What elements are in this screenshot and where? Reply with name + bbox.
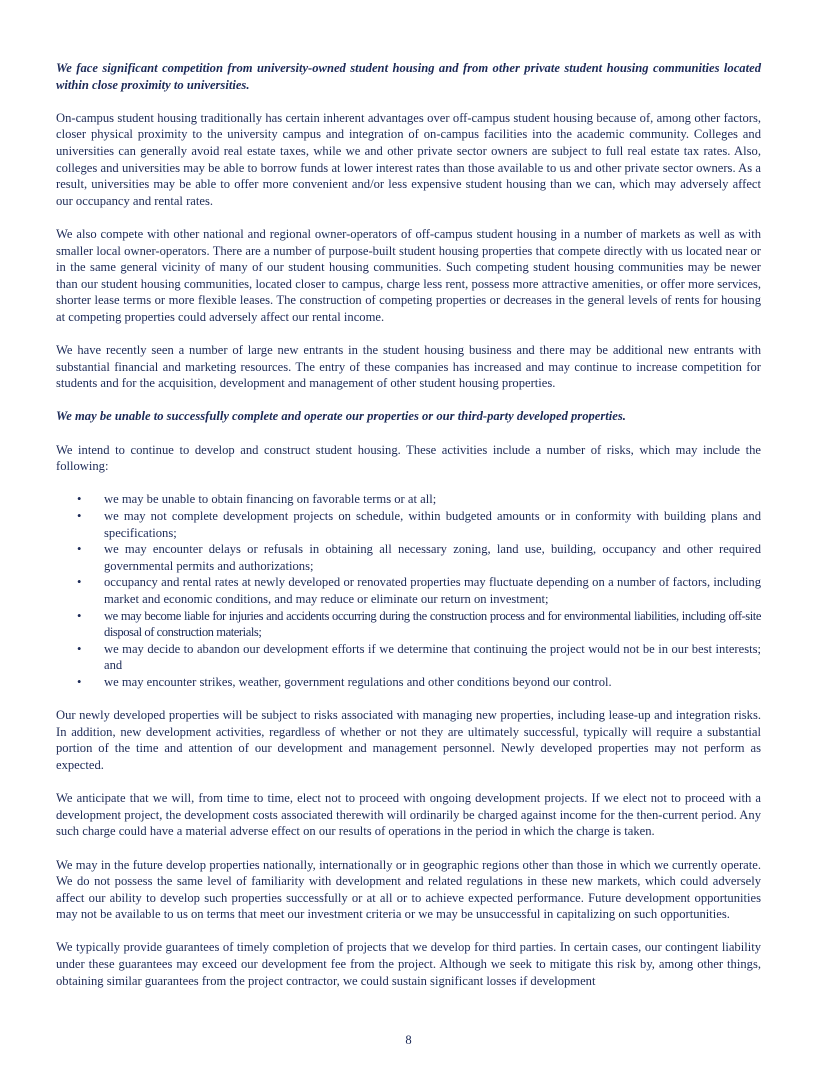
bullet-icon: • <box>77 492 82 507</box>
list-item <box>56 641 761 674</box>
bullet-icon: • <box>77 641 82 656</box>
section-heading-competition: We face significant competition from university-owned student housing and from other private student housing communities located within close proximity to universities. <box>56 61 761 92</box>
list-item <box>56 508 761 541</box>
paragraph-on-campus-advantages: On-campus student housing traditionally has certain inherent advantages over off-campus student housing because of, among other factors, closer physical proximity to the university campus and integration of on-campus facilities into the academic community. Colleges and universities can generally avoid real estate taxes, while we and other private sector owners are subject to full real estate tax rates. Also, colleges and universities may be able to borrow funds at lower interest rates than those available to us and other private sector owners. As a result, universities may be able to offer more convenient and/or less expensive student housing than we can, which may adversely affect our occupancy and rental rates. <box>56 110 761 208</box>
list-item <box>56 491 761 508</box>
list-item <box>56 674 761 691</box>
page-body <box>56 60 761 1006</box>
list-item-text: we may become liable for injuries and accidents occurring during the construction process and for environmental liabilities, including off-site disposal of construction materials; <box>104 608 761 640</box>
paragraph-development-risks-intro: We intend to continue to develop and construct student housing. These activities include a number of risks, which may include the following: <box>56 442 761 474</box>
bullet-icon: • <box>77 674 82 689</box>
list-item-text: occupancy and rental rates at newly developed or renovated properties may fluctuate depending on a number of factors, including market and economic conditions, and may reduce or eliminate our return on investment; <box>104 575 761 606</box>
list-item <box>56 574 761 607</box>
bullet-icon: • <box>77 608 82 623</box>
development-risks-list <box>56 491 761 690</box>
list-item-text: we may decide to abandon our development efforts if we determine that continuing the project would not be in our best interests; and <box>104 641 761 673</box>
paragraph-completion-guarantees: We typically provide guarantees of timely completion of projects that we develop for third parties. In certain cases, our contingent liability under these guarantees may exceed our development fee from the project. Although we seek to mitigate this risk by, among other things, obtaining similar guarantees from the project contractor, we could sustain significant losses if development <box>56 940 761 988</box>
paragraph-newly-developed-properties: Our newly developed properties will be subject to risks associated with managing new properties, including lease-up and integration risks. In addition, new development activities, regardless of whether or not they are ultimately successful, typically will require a substantial portion of the time and attention of our development and management personnel. Newly developed properties may not perform as expected. <box>56 708 761 772</box>
bullet-icon: • <box>77 509 82 524</box>
bullet-icon: • <box>77 575 82 590</box>
section-heading-development: We may be unable to successfully complete and operate our properties or our third-party developed properties. <box>56 409 626 424</box>
list-item-text: we may be unable to obtain financing on favorable terms or at all; <box>104 492 437 507</box>
list-item-text: we may not complete development projects on schedule, within budgeted amounts or in conformity with building plans and specifications; <box>104 509 761 540</box>
list-item <box>56 541 761 574</box>
paragraph-off-campus-competitors: We also compete with other national and regional owner-operators of off-campus student housing in a number of markets as well as with smaller local owner-operators. There are a number of purpose-built student housing properties that compete directly with us located near or in the same general vicinity of many of our student housing communities. Such competing student housing communities may be newer than our student housing communities, located closer to campus, charge less rent, possess more attractive amenities, or offer more services, shorter lease terms or more flexible leases. The construction of competing properties or decreases in the general levels of rents for housing at competing properties could adversely affect our rental income. <box>56 226 761 324</box>
page-number: 8 <box>405 1033 412 1047</box>
list-item <box>56 608 761 641</box>
bullet-icon: • <box>77 542 82 557</box>
paragraph-new-markets: We may in the future develop properties nationally, internationally or in geographic regions other than those in which we currently operate. We do not possess the same level of familiarity with development and related regulations in these new markets, which could adversely affect our ability to develop such properties successfully or at all or to achieve expected performance. Future development opportunities may not be available to us on terms that meet our investment criteria or we may be unsuccessful in capitalizing on such opportunities. <box>56 857 761 922</box>
list-item-text: we may encounter strikes, weather, government regulations and other conditions beyond our control. <box>104 674 612 689</box>
paragraph-abandon-projects: We anticipate that we will, from time to time, elect not to proceed with ongoing development projects. If we elect not to proceed with a development project, the development costs associated therewith will ordinarily be charged against income for the then-current period. Any such charge could have a material adverse effect on our results of operations in the period in which the charge is taken. <box>56 791 761 839</box>
paragraph-new-entrants: We have recently seen a number of large new entrants in the student housing business and there may be additional new entrants with substantial financial and marketing resources. The entry of these companies has increased and may continue to increase competition for students and for the acquisition, development and management of other student housing properties. <box>56 343 761 391</box>
list-item-text: we may encounter delays or refusals in obtaining all necessary zoning, land use, building, occupancy and other required governmental permits and authorizations; <box>104 542 761 573</box>
